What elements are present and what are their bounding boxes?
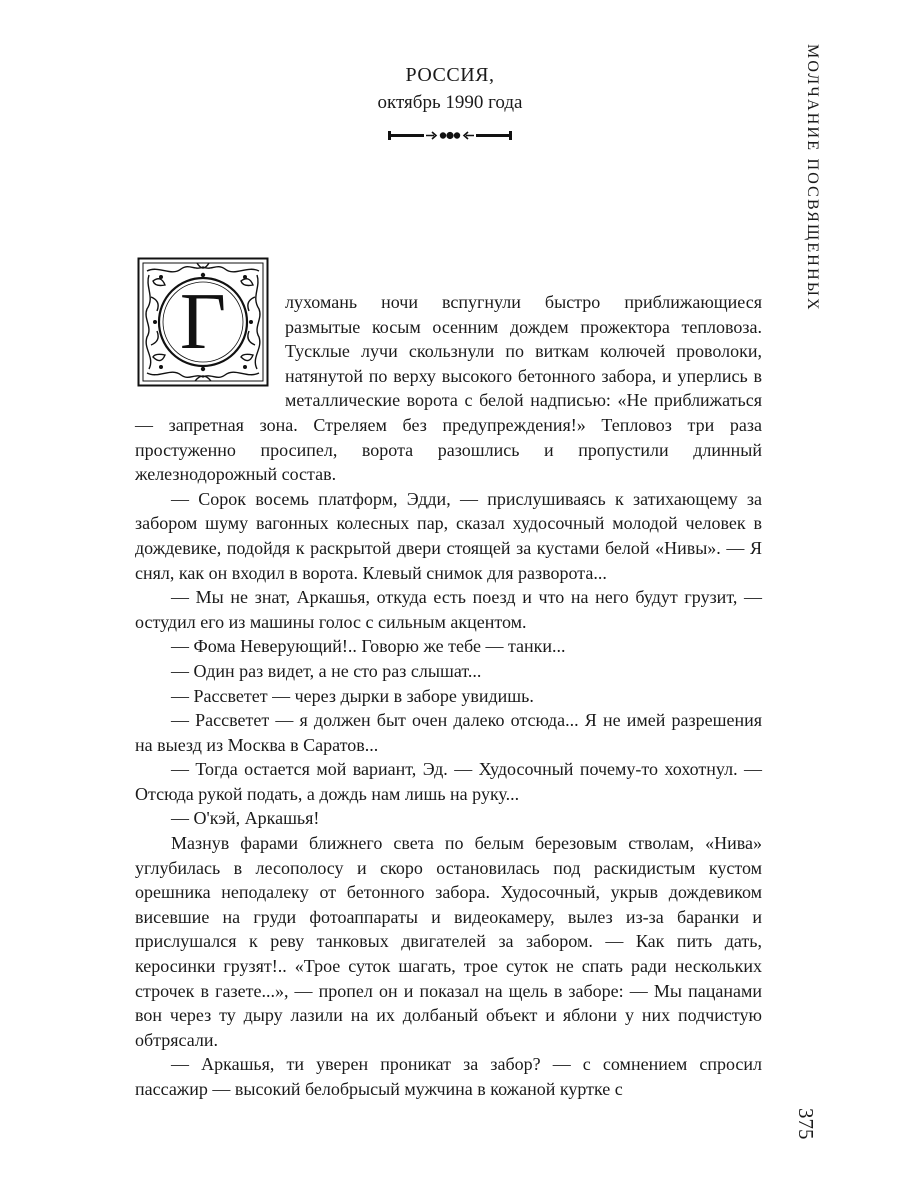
ornament-divider-icon	[388, 122, 512, 150]
paragraph: — Аркашья, ти уверен проникат за забор? — с сомнением спросил пассажир — высокий белобрысый мужчина в кожаной куртке с	[135, 1054, 762, 1099]
body-text	[135, 290, 762, 1102]
paragraph: — Рассветет — я должен быт очен далеко отсюда... Я не имей разрешения на выезд из Москва в Саратов...	[135, 710, 762, 755]
paragraph: — Сорок восемь платформ, Эдди, — прислушиваясь к затихающему за забором шуму вагонных колесных пар, сказал худосочный молодой человек в дождевике, подойдя к раскрытой двери стоящей за кустами белой «Нивы». — Я снял, как он входил в ворота. Клевый снимок для разворота...	[135, 488, 762, 583]
paragraph: — Рассветет — через дырки в заборе увидишь.	[171, 685, 534, 706]
paragraph: Мазнув фарами ближнего света по белым березовым стволам, «Нива» углубилась в лесополосу и скоро остановилась под раскидистым кустом орешника неподалеку от бетонного забора. Худосочный, укрыв дождевиком висевшие на груди фотоаппараты и видеокамеру, вылез из-за баранки и прислушался к реву танковых двигателей за забором. — Как пить дать, керосинки грузят!.. «Трое суток шагать, трое суток не спать ради нескольких строчек в газете...», — пропел он и показал на щель в заборе: — Мы пацанами вон через ту дыру лазили на их долбаный объект и яблони у них подчистую обтрясали.	[135, 833, 762, 1050]
paragraph: — О'кэй, Аркашья!	[171, 808, 320, 829]
chapter-heading-subtitle: октябрь 1990 года	[377, 92, 523, 113]
chapter-heading-title: РОССИЯ,	[405, 64, 495, 86]
page-number	[792, 1108, 822, 1168]
running-head	[799, 44, 821, 604]
page-number-text: 375	[794, 1108, 818, 1140]
paragraph: лухомань ночи вспугнули быстро приближающиеся размытые косым осенним дождем прожектора тепловоза. Тусклые лучи скользнули по виткам колючей проволоки, натянутой по верху высокого бетонного забора, и уперлись в металлические ворота с белой надписью: «Не приближаться — запретная зона. Стреляем без предупреждения!» Тепловоз три раза простуженно просипел, ворота разошлись и пропустили длинный железнодорожный состав.	[135, 292, 762, 485]
running-head-text: МОЛЧАНИЕ ПОСВЯЩЕННЫХ	[804, 44, 821, 312]
paragraph: — Мы не знат, Аркашья, откуда есть поезд и что на него будут грузит, — остудил его из машины голос с сильным акцентом.	[135, 587, 762, 632]
drop-cap-letter: Г	[179, 278, 227, 366]
paragraph: — Один раз видет, а не сто раз слышат...	[171, 660, 482, 681]
paragraph: — Тогда остается мой вариант, Эд. — Худосочный почему-то хохотнул. — Отсюда рукой подать, а дождь нам лишь на руку...	[135, 759, 762, 804]
drop-cap-spacer	[135, 290, 285, 389]
paragraph: — Фома Неверующий!.. Говорю же тебе — танки...	[171, 636, 566, 657]
